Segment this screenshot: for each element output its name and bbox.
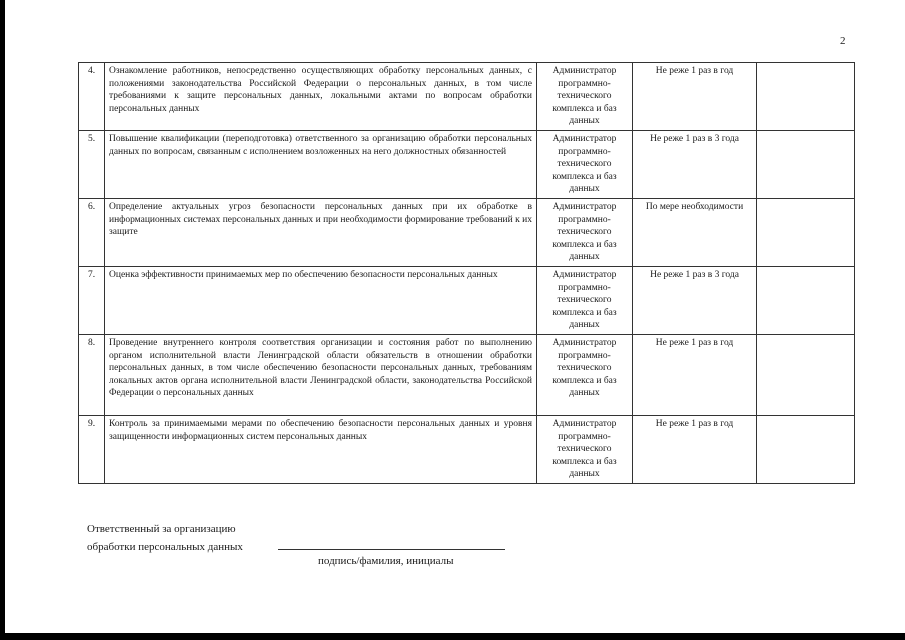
responsible-cell: Администратор программно-технического комплекса и баз данных [537, 416, 633, 484]
note-cell [757, 63, 855, 131]
measures-table [78, 62, 855, 484]
note-cell [757, 199, 855, 267]
table-row [79, 63, 855, 131]
table-row [79, 267, 855, 335]
table-row [79, 335, 855, 416]
period-cell: Не реже 1 раз в год [633, 416, 757, 484]
period-cell: Не реже 1 раз в 3 года [633, 131, 757, 199]
measure-text: Оценка эффективности принимаемых мер по обеспечению безопасности персональных данных [105, 267, 537, 335]
note-cell [757, 416, 855, 484]
measure-text: Контроль за принимаемыми мерами по обеспечению безопасности персональных данных и уровня защищенности информационных систем персональных данных [105, 416, 537, 484]
note-cell [757, 267, 855, 335]
page-number: 2 [840, 35, 846, 47]
responsible-cell: Администратор программно-технического комплекса и баз данных [537, 267, 633, 335]
table-row [79, 131, 855, 199]
responsible-cell: Администратор программно-технического комплекса и баз данных [537, 63, 633, 131]
measure-text: Ознакомление работников, непосредственно осуществляющих обработку персональных данных, с положениями законодательства Российской Федерации о персональных данных, в том числе требованиями к защите персональных данных, локальными актами по вопросам обработки персональных данных [105, 63, 537, 131]
row-number: 7. [79, 267, 105, 335]
row-number: 6. [79, 199, 105, 267]
row-number: 4. [79, 63, 105, 131]
measure-text: Проведение внутреннего контроля соответствия организации и состояния работ по выполнению органом исполнительной власти Ленинградской области обязательств в отношении обработки персональных данных, в том числе обеспечению безопасности персональных данных, требованиям локальных актов органа исполнительной власти Ленинградской области, законодательства Российской Федерации о персональных данных [105, 335, 537, 416]
period-cell: Не реже 1 раз в год [633, 63, 757, 131]
responsible-cell: Администратор программно-технического комплекса и баз данных [537, 131, 633, 199]
scan-edge-bottom [0, 633, 905, 640]
measure-text: Определение актуальных угроз безопасности персональных данных при их обработке в информационных системах персональных данных и при необходимости формирование требований к их защите [105, 199, 537, 267]
row-number: 8. [79, 335, 105, 416]
measure-text: Повышение квалификации (переподготовка) ответственного за организацию обработки персональных данных по вопросам, связанным с исполнением возложенных на него должностных обязанностей [105, 131, 537, 199]
period-cell: По мере необходимости [633, 199, 757, 267]
row-number: 9. [79, 416, 105, 484]
signature-title-line2: обработки персональных данных [87, 541, 243, 553]
period-cell: Не реже 1 раз в год [633, 335, 757, 416]
period-cell: Не реже 1 раз в 3 года [633, 267, 757, 335]
signature-block [87, 520, 243, 556]
responsible-cell: Администратор программно-технического комплекса и баз данных [537, 335, 633, 416]
note-cell [757, 335, 855, 416]
signature-title-line1: Ответственный за организацию [87, 523, 236, 535]
signature-line [278, 549, 505, 550]
scan-edge-left [0, 0, 5, 640]
table-row [79, 416, 855, 484]
note-cell [757, 131, 855, 199]
signature-caption: подпись/фамилия, инициалы [318, 555, 454, 567]
table-row [79, 199, 855, 267]
row-number: 5. [79, 131, 105, 199]
responsible-cell: Администратор программно-технического комплекса и баз данных [537, 199, 633, 267]
